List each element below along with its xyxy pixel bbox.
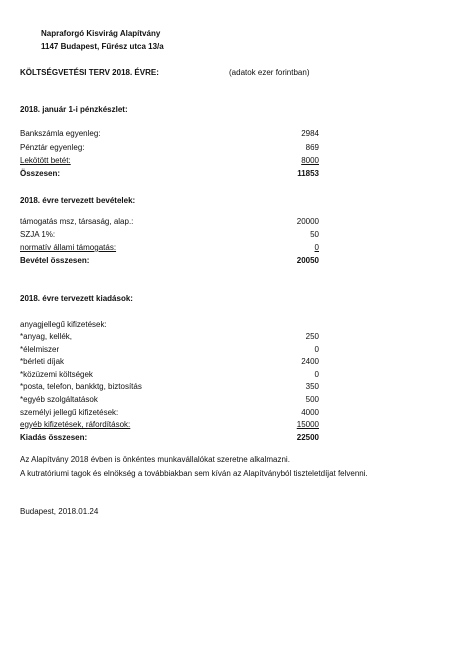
document-title: KÖLTSÉGVETÉSI TERV 2018. ÉVRE:: [20, 68, 159, 77]
expenses-total-value: 22500: [296, 433, 319, 442]
expense-row-label: *közüzemi költségek: [20, 370, 93, 379]
opening-row-value: 2984: [301, 129, 319, 138]
opening-row-label: Pénztár egyenleg:: [20, 143, 85, 152]
expenses-heading: 2018. évre tervezett kiadások:: [20, 294, 133, 303]
expense-row-label: *anyag, kellék,: [20, 332, 73, 341]
expense-row-value: 15000: [296, 420, 319, 429]
opening-heading: 2018. január 1-i pénzkészlet:: [20, 105, 128, 114]
income-total-label: Bevétel összesen:: [20, 256, 90, 265]
income-total-value: 20050: [296, 256, 319, 265]
place-date: Budapest, 2018.01.24: [20, 507, 99, 516]
expense-row-value: 0: [314, 370, 319, 379]
expenses-subheading: anyagjellegű kifizetések:: [20, 320, 107, 329]
income-row-value: 0: [314, 243, 319, 252]
income-row-label: normatív állami támogatás:: [20, 243, 117, 252]
note-board-fees: A kutratóriumi tagok és elnökség a továbbiakban sem kíván az Alapítványból tiszteletdíjat felvenni.: [20, 469, 368, 478]
opening-total-label: Összesen:: [20, 169, 61, 178]
income-row-value: 20000: [296, 217, 319, 226]
expense-row-value: 350: [305, 382, 319, 391]
expense-row-value: 4000: [301, 408, 319, 417]
expense-row-label: *élelmiszer: [20, 345, 60, 354]
expense-row-label: személyi jellegű kifizetések:: [20, 408, 119, 417]
opening-row-value: 8000: [301, 156, 319, 165]
income-row-label: támogatás msz, társaság, alap.:: [20, 217, 134, 226]
opening-row-label: Bankszámla egyenleg:: [20, 129, 101, 138]
opening-row-label: Lekötött betét:: [20, 156, 71, 165]
opening-total-value: 11853: [297, 169, 319, 178]
org-name: Napraforgó Kisvirág Alapítvány: [41, 29, 161, 38]
expense-row-label: *egyéb szolgáltatások: [20, 395, 98, 404]
expense-row-value: 500: [305, 395, 319, 404]
org-address: 1147 Budapest, Fűrész utca 13/a: [41, 42, 164, 51]
expense-row-value: 2400: [301, 357, 319, 366]
expense-row-value: 250: [305, 332, 319, 341]
note-volunteers: Az Alapítvány 2018 évben is önkéntes munkavállalókat szeretne alkalmazni.: [20, 455, 290, 464]
expense-row-value: 0: [314, 345, 319, 354]
expense-row-label: *bérleti díjak: [20, 357, 65, 366]
income-row-label: SZJA 1%:: [20, 230, 56, 239]
expense-row-label: *posta, telefon, bankktg, biztosítás: [20, 382, 142, 391]
opening-row-value: 869: [305, 143, 319, 152]
units-note: (adatok ezer forintban): [229, 68, 310, 77]
income-heading: 2018. évre tervezett bevételek:: [20, 196, 136, 205]
income-row-value: 50: [310, 230, 319, 239]
expense-row-label: egyéb kifizetések, ráfordítások:: [20, 420, 131, 429]
expenses-total-label: Kiadás összesen:: [20, 433, 88, 442]
